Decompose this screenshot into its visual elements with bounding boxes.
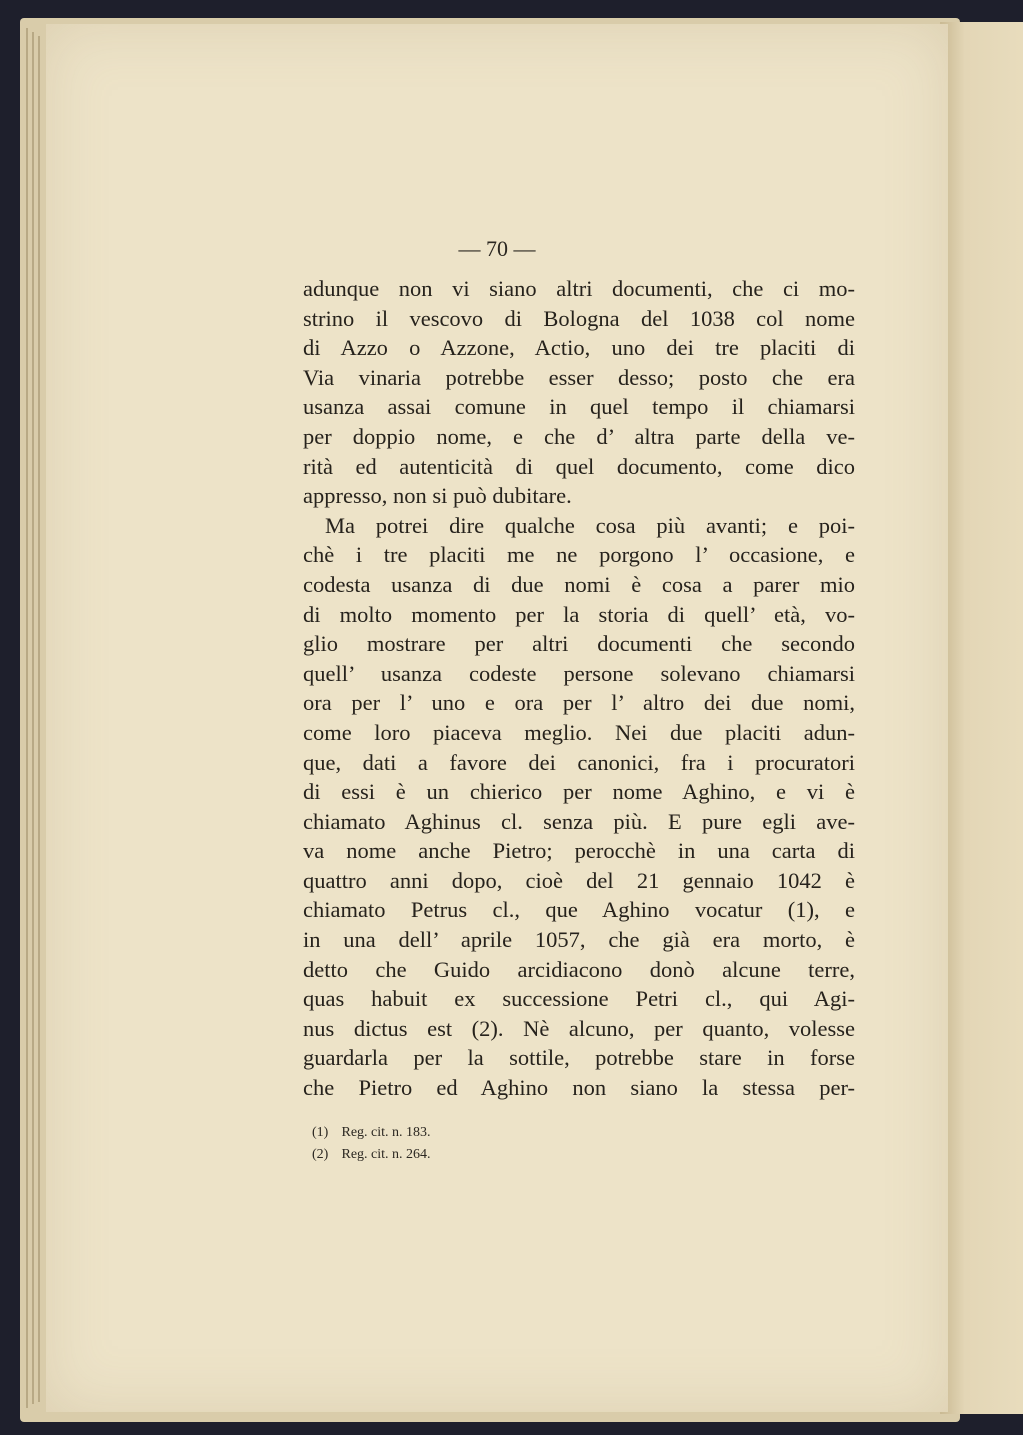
text-line: quas habuit ex successione Petri cl., qui Agi- bbox=[303, 986, 855, 1012]
text-line: di molto momento per la storia di quell’ età, vo- bbox=[303, 601, 855, 627]
text-line: strino il vescovo di Bologna del 1038 col nome bbox=[303, 305, 855, 331]
text-line: Ma potrei dire qualche cosa più avanti; e poi- bbox=[325, 512, 855, 538]
text-line: rità ed autenticità di quel documento, come dico bbox=[303, 453, 855, 479]
footnote bbox=[312, 1144, 431, 1166]
adjacent-page bbox=[940, 22, 1023, 1414]
page-number: — 70 — bbox=[458, 236, 536, 261]
text-line: nus dictus est (2). Nè alcuno, per quanto, volesse bbox=[303, 1015, 855, 1041]
text-line: come loro piaceva meglio. Nei due placiti adun- bbox=[303, 719, 855, 745]
footnote-number: (2) bbox=[312, 1147, 329, 1162]
text-line: Via vinaria potrebbe esser desso; posto che era bbox=[303, 364, 855, 390]
text-line: detto che Guido arcidiacono donò alcune terre, bbox=[303, 956, 855, 982]
text-line: appresso, non si può dubitare. bbox=[303, 483, 572, 509]
paragraph bbox=[303, 511, 855, 1103]
footnotes bbox=[312, 1122, 431, 1166]
footnote-text: Reg. cit. n. 183. bbox=[341, 1125, 431, 1140]
text-line: codesta usanza di due nomi è cosa a parer mio bbox=[303, 571, 855, 597]
text-line: di essi è un chierico per nome Aghino, e vi è bbox=[303, 779, 855, 805]
text-line: glio mostrare per altri documenti che secondo bbox=[303, 631, 855, 657]
footnote-number: (1) bbox=[312, 1125, 329, 1140]
body-text bbox=[303, 274, 855, 1103]
text-line: ora per l’ uno e ora per l’ altro dei due nomi, bbox=[303, 690, 855, 716]
text-line: in una dell’ aprile 1057, che già era morto, è bbox=[303, 927, 855, 953]
text-line: va nome anche Pietro; perocchè in una carta di bbox=[303, 838, 855, 864]
text-line: usanza assai comune in quel tempo il chiamarsi bbox=[303, 394, 855, 420]
footnote bbox=[312, 1122, 431, 1144]
text-line: chiamato Petrus cl., que Aghino vocatur (1), e bbox=[303, 897, 855, 923]
paragraph bbox=[303, 274, 855, 511]
text-line: chè i tre placiti me ne porgono l’ occasione, e bbox=[303, 542, 855, 568]
text-line: guardarla per la sottile, potrebbe stare in forse bbox=[303, 1045, 855, 1071]
text-line: chiamato Aghinus cl. senza più. E pure egli ave- bbox=[303, 808, 855, 834]
text-line: quell’ usanza codeste persone solevano chiamarsi bbox=[303, 660, 855, 686]
text-line: quattro anni dopo, cioè del 21 gennaio 1042 è bbox=[303, 867, 855, 893]
text-line: que, dati a favore dei canonici, fra i procuratori bbox=[303, 749, 855, 775]
book-page bbox=[46, 24, 948, 1412]
text-line: che Pietro ed Aghino non siano la stessa per- bbox=[303, 1075, 855, 1101]
text-line: per doppio nome, e che d’ altra parte della ve- bbox=[303, 423, 855, 449]
text-line: di Azzo o Azzone, Actio, uno dei tre placiti di bbox=[303, 335, 855, 361]
footnote-text: Reg. cit. n. 264. bbox=[341, 1147, 431, 1162]
text-line: adunque non vi siano altri documenti, che ci mo- bbox=[303, 276, 855, 301]
